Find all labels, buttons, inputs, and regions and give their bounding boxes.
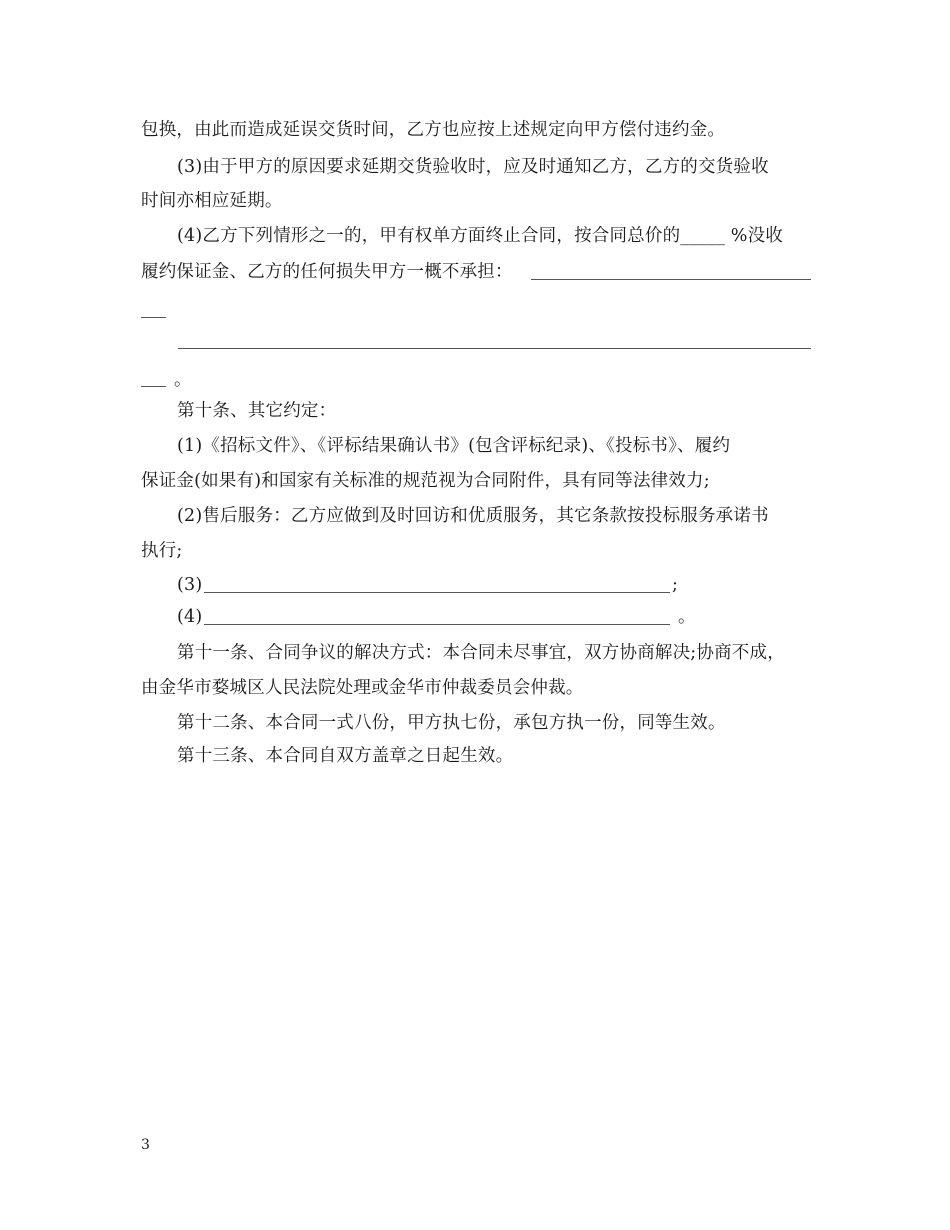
fill-in-blank-line bbox=[178, 348, 811, 349]
clause-10-1-line-2: 保证金(如果有)和国家有关标准的规范视为合同附件，具有同等法律效力; bbox=[141, 471, 710, 491]
fill-in-blank-line bbox=[141, 317, 166, 318]
fill-in-blank-line bbox=[204, 592, 670, 593]
clause-10-2-line-1: (2)售后服务：乙方应做到及时回访和优质服务，其它条款按投标服务承诺书 bbox=[177, 506, 769, 526]
fill-in-blank-line bbox=[141, 386, 166, 387]
article-13: 第十三条、本合同自双方盖章之日起生效。 bbox=[177, 746, 514, 766]
clause-10-3-label: (3) bbox=[177, 575, 203, 595]
fill-in-blank-line bbox=[204, 624, 670, 625]
clause-10-4-label: (4) bbox=[177, 607, 203, 627]
clause-10-4-end-mark: 。 bbox=[678, 607, 696, 627]
clause-9-3-line-2: 时间亦相应延期。 bbox=[141, 191, 283, 211]
paragraph-line: 包换，由此而造成延误交货时间，乙方也应按上述规定向甲方偿付违约金。 bbox=[141, 120, 726, 140]
clause-9-3-line-1: (3)由于甲方的原因要求延期交货验收时，应及时通知乙方，乙方的交货验收 bbox=[177, 157, 769, 177]
clause-9-4-line-2: 履约保证金、乙方的任何损失甲方一概不承担： bbox=[141, 262, 513, 282]
article-10-heading: 第十条、其它约定： bbox=[177, 401, 337, 421]
page-number: 3 bbox=[141, 1137, 150, 1153]
clause-10-3-end-mark: ; bbox=[672, 575, 679, 595]
article-11-line-2: 由金华市婺城区人民法院处理或金华市仲裁委员会仲裁。 bbox=[141, 678, 584, 698]
article-12: 第十二条、本合同一式八份，甲方执七份，承包方执一份，同等生效。 bbox=[177, 713, 726, 733]
clause-9-4-line-1: (4)乙方下列情形之一的，甲有权单方面终止合同，按合同总价的_____ %没收 bbox=[177, 226, 784, 246]
clause-10-2-line-2: 执行; bbox=[141, 541, 183, 561]
fill-in-blank-line bbox=[531, 279, 811, 280]
clause-10-1-line-1: (1)《招标文件》、《评标结果确认书》(包含评标纪录)、《投标书》、履约 bbox=[177, 436, 731, 456]
article-11-line-1: 第十一条、合同争议的解决方式：本合同未尽事宜，双方协商解决;协商不成， bbox=[177, 643, 785, 663]
period-mark: 。 bbox=[174, 370, 192, 390]
